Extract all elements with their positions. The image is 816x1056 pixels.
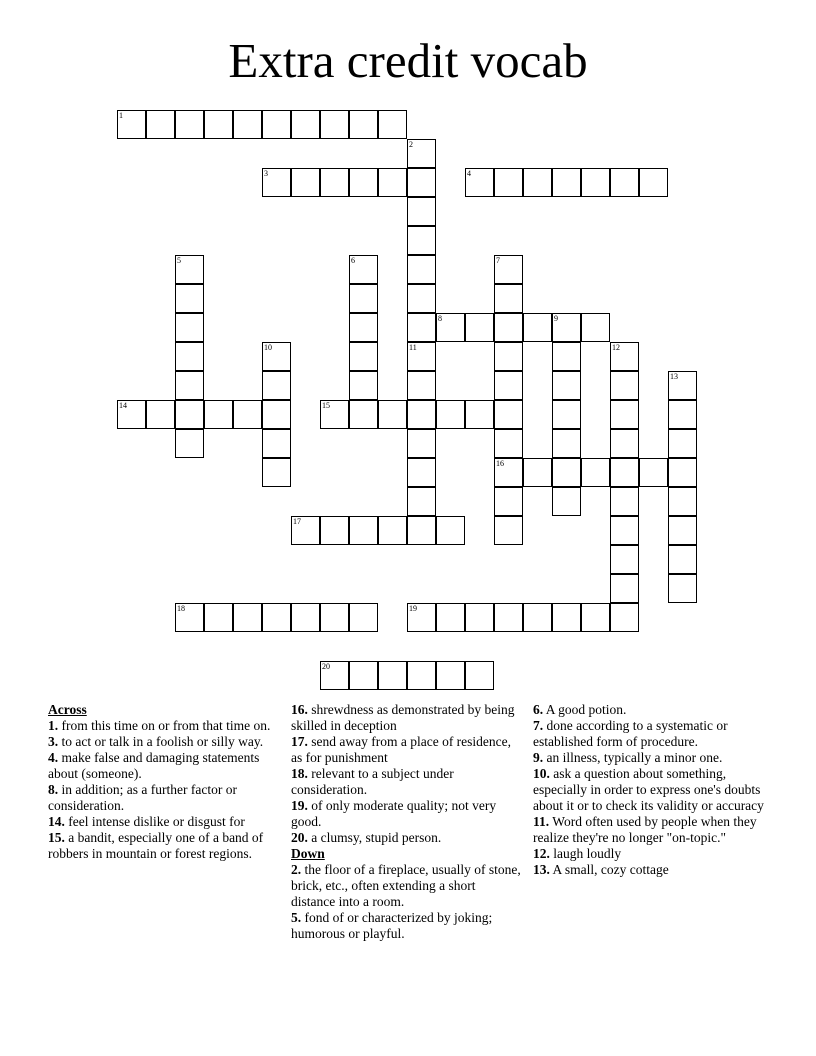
crossword-cell[interactable] (378, 516, 407, 545)
crossword-cell[interactable] (146, 400, 175, 429)
crossword-cell[interactable] (175, 371, 204, 400)
crossword-cell[interactable] (349, 255, 378, 284)
clue-number: 18 (177, 604, 185, 613)
crossword-cell[interactable] (494, 400, 523, 429)
clue-number: 9 (554, 314, 558, 323)
clue-number-label: 10. (533, 766, 550, 781)
clue-text: shrewdness as demonstrated by being skilled in deception (291, 702, 515, 733)
crossword-cell[interactable] (407, 458, 436, 487)
crossword-cell[interactable] (349, 516, 378, 545)
crossword-cell[interactable] (349, 400, 378, 429)
crossword-cell[interactable] (552, 371, 581, 400)
clue-text: of only moderate quality; not very good. (291, 798, 497, 829)
crossword-cell[interactable] (349, 342, 378, 371)
crossword-cell[interactable] (175, 313, 204, 342)
crossword-cell[interactable] (494, 168, 523, 197)
down-heading: Down (291, 846, 325, 861)
crossword-cell[interactable] (262, 603, 291, 632)
clue-number: 10 (264, 343, 272, 352)
clue-number-label: 5. (291, 910, 302, 925)
clue-text: ask a question about something, especially in order to express one's doubts about it or to check its validity or accuracy (533, 766, 764, 813)
across-clue (291, 734, 523, 766)
crossword-cell[interactable] (436, 516, 465, 545)
crossword-cell[interactable] (581, 603, 610, 632)
crossword-cell[interactable] (407, 255, 436, 284)
down-clue (291, 862, 523, 910)
down-clue (533, 702, 765, 718)
clue-text: the floor of a fireplace, usually of stone, brick, etc., often extending a short distance into a room. (291, 862, 521, 909)
crossword-cell[interactable] (610, 458, 639, 487)
clue-number-label: 20. (291, 830, 308, 845)
crossword-cell[interactable] (494, 313, 523, 342)
crossword-cell[interactable] (581, 168, 610, 197)
crossword-cell[interactable] (407, 603, 436, 632)
crossword-cell[interactable] (523, 313, 552, 342)
crossword-cell[interactable] (262, 400, 291, 429)
crossword-cell[interactable] (436, 400, 465, 429)
clue-text: a clumsy, stupid person. (311, 830, 442, 845)
crossword-cell[interactable] (465, 168, 494, 197)
crossword-cell[interactable] (233, 400, 262, 429)
crossword-cell[interactable] (494, 603, 523, 632)
crossword-cell[interactable] (668, 516, 697, 545)
crossword-cell[interactable] (465, 400, 494, 429)
clues-column-2 (291, 702, 523, 942)
crossword-cell[interactable] (494, 371, 523, 400)
clue-number: 2 (409, 140, 413, 149)
down-clue (533, 750, 765, 766)
crossword-cell[interactable] (552, 400, 581, 429)
clues-column-1 (48, 702, 280, 862)
down-clue (533, 846, 765, 862)
crossword-cell[interactable] (320, 516, 349, 545)
crossword-cell[interactable] (639, 458, 668, 487)
crossword-cell[interactable] (494, 429, 523, 458)
clue-number-label: 7. (533, 718, 544, 733)
crossword-cell[interactable] (262, 458, 291, 487)
across-clue (48, 718, 280, 734)
clue-number: 13 (670, 372, 678, 381)
crossword-cell[interactable] (436, 603, 465, 632)
clue-number: 8 (438, 314, 442, 323)
crossword-cell[interactable] (610, 516, 639, 545)
crossword-cell[interactable] (233, 603, 262, 632)
down-clue (533, 718, 765, 750)
crossword-cell[interactable] (262, 371, 291, 400)
down-clue (533, 814, 765, 846)
crossword-cell[interactable] (552, 458, 581, 487)
clue-text: done according to a systematic or established form of procedure. (533, 718, 728, 749)
crossword-cell[interactable] (320, 400, 349, 429)
clue-number-label: 9. (533, 750, 544, 765)
across-heading: Across (48, 702, 87, 717)
crossword-cell[interactable] (552, 313, 581, 342)
clue-number-label: 17. (291, 734, 308, 749)
clue-number-label: 19. (291, 798, 308, 813)
crossword-cell[interactable] (494, 284, 523, 313)
crossword-cell[interactable] (407, 400, 436, 429)
clue-number: 12 (612, 343, 620, 352)
clue-number-label: 16. (291, 702, 308, 717)
clue-number: 1 (119, 111, 123, 120)
clue-number-label: 18. (291, 766, 308, 781)
crossword-cell[interactable] (494, 255, 523, 284)
crossword-cell[interactable] (320, 661, 349, 690)
crossword-cell[interactable] (668, 545, 697, 574)
clue-text: send away from a place of residence, as for punishment (291, 734, 512, 765)
crossword-cell[interactable] (407, 661, 436, 690)
crossword-cell[interactable] (494, 458, 523, 487)
crossword-cell[interactable] (262, 429, 291, 458)
crossword-cell[interactable] (610, 371, 639, 400)
crossword-cell[interactable] (610, 400, 639, 429)
crossword-cell[interactable] (407, 487, 436, 516)
crossword-cell[interactable] (117, 110, 146, 139)
clue-number: 16 (496, 459, 504, 468)
crossword-cell[interactable] (552, 168, 581, 197)
crossword-cell[interactable] (175, 400, 204, 429)
crossword-cell[interactable] (349, 110, 378, 139)
crossword-cell[interactable] (668, 429, 697, 458)
crossword-cell[interactable] (552, 603, 581, 632)
crossword-cell[interactable] (349, 661, 378, 690)
crossword-cell[interactable] (320, 168, 349, 197)
crossword-cell[interactable] (262, 342, 291, 371)
crossword-cell[interactable] (465, 603, 494, 632)
crossword-cell[interactable] (175, 429, 204, 458)
clue-number: 19 (409, 604, 417, 613)
crossword-cell[interactable] (175, 342, 204, 371)
crossword-cell[interactable] (610, 429, 639, 458)
crossword-cell[interactable] (407, 197, 436, 226)
clue-text: laugh loudly (553, 846, 622, 861)
clue-number: 6 (351, 256, 355, 265)
crossword-cell[interactable] (204, 110, 233, 139)
crossword-cell[interactable] (465, 661, 494, 690)
clue-number: 3 (264, 169, 268, 178)
crossword-cell[interactable] (407, 313, 436, 342)
crossword-cell[interactable] (407, 168, 436, 197)
crossword-cell[interactable] (349, 603, 378, 632)
crossword-cell[interactable] (262, 168, 291, 197)
clues-column-3 (533, 702, 765, 878)
crossword-cell[interactable] (610, 603, 639, 632)
clue-text: A good potion. (545, 702, 627, 717)
crossword-cell[interactable] (610, 168, 639, 197)
clue-text: Word often used by people when they realize they're no longer "on-topic." (533, 814, 757, 845)
clue-number: 14 (119, 401, 127, 410)
crossword-cell[interactable] (639, 168, 668, 197)
crossword-cell[interactable] (204, 400, 233, 429)
across-clue (291, 702, 523, 734)
crossword-cell[interactable] (349, 168, 378, 197)
crossword-cell[interactable] (407, 516, 436, 545)
clue-text: relevant to a subject under consideration. (291, 766, 454, 797)
crossword-cell[interactable] (407, 284, 436, 313)
crossword-cell[interactable] (204, 603, 233, 632)
crossword-cell[interactable] (117, 400, 146, 429)
crossword-cell[interactable] (146, 110, 175, 139)
crossword-cell[interactable] (610, 342, 639, 371)
crossword-cell[interactable] (291, 110, 320, 139)
across-clue (291, 798, 523, 830)
across-clue (48, 830, 280, 862)
clue-number-label: 13. (533, 862, 550, 877)
clue-number: 4 (467, 169, 471, 178)
across-clue (48, 734, 280, 750)
clue-text: to act or talk in a foolish or silly way. (61, 734, 264, 749)
crossword-cell[interactable] (668, 574, 697, 603)
page-title: Extra credit vocab (228, 33, 588, 88)
crossword-cell[interactable] (436, 661, 465, 690)
crossword-cell[interactable] (320, 110, 349, 139)
crossword-cell[interactable] (233, 110, 262, 139)
crossword-cell[interactable] (552, 429, 581, 458)
crossword-cell[interactable] (494, 342, 523, 371)
crossword-cell[interactable] (378, 168, 407, 197)
across-clue (48, 814, 280, 830)
clue-number-label: 2. (291, 862, 302, 877)
clue-number-label: 6. (533, 702, 544, 717)
clue-number: 5 (177, 256, 181, 265)
clue-number-label: 15. (48, 830, 65, 845)
down-clue (291, 910, 523, 942)
crossword-cell[interactable] (407, 139, 436, 168)
crossword-cell[interactable] (291, 603, 320, 632)
clue-number: 7 (496, 256, 500, 265)
crossword-cell[interactable] (552, 342, 581, 371)
crossword-cell[interactable] (320, 603, 349, 632)
crossword-cell[interactable] (610, 574, 639, 603)
down-clue (533, 862, 765, 878)
crossword-cell[interactable] (349, 313, 378, 342)
clue-text: from this time on or from that time on. (61, 718, 271, 733)
crossword-cell[interactable] (523, 458, 552, 487)
clue-number-label: 14. (48, 814, 65, 829)
crossword-cell[interactable] (407, 429, 436, 458)
clue-text: in addition; as a further factor or consideration. (48, 782, 237, 813)
crossword-cell[interactable] (378, 661, 407, 690)
crossword-cell[interactable] (175, 110, 204, 139)
crossword-cell[interactable] (175, 603, 204, 632)
down-clue (533, 766, 765, 814)
clue-number: 11 (409, 343, 417, 352)
crossword-cell[interactable] (581, 313, 610, 342)
clue-number-label: 8. (48, 782, 59, 797)
crossword-cell[interactable] (378, 110, 407, 139)
clue-number: 20 (322, 662, 330, 671)
clue-number: 17 (293, 517, 301, 526)
crossword-cell[interactable] (668, 458, 697, 487)
clue-text: feel intense dislike or disgust for (68, 814, 245, 829)
crossword-cell[interactable] (552, 487, 581, 516)
crossword-cell[interactable] (668, 487, 697, 516)
crossword-cell[interactable] (291, 168, 320, 197)
crossword-cell[interactable] (610, 487, 639, 516)
crossword-cell[interactable] (349, 371, 378, 400)
clue-number-label: 12. (533, 846, 550, 861)
clue-text: fond of or characterized by joking; humorous or playful. (291, 910, 493, 941)
clue-number-label: 3. (48, 734, 59, 749)
clue-number-label: 11. (533, 814, 550, 829)
crossword-cell[interactable] (175, 284, 204, 313)
clue-text: a bandit, especially one of a band of robbers in mountain or forest regions. (48, 830, 264, 861)
crossword-cell[interactable] (407, 371, 436, 400)
crossword-cell[interactable] (581, 458, 610, 487)
crossword-cell[interactable] (610, 545, 639, 574)
crossword-cell[interactable] (523, 168, 552, 197)
crossword-cell[interactable] (291, 516, 320, 545)
clue-number: 15 (322, 401, 330, 410)
crossword-cell[interactable] (668, 371, 697, 400)
crossword-cell[interactable] (262, 110, 291, 139)
clue-number-label: 4. (48, 750, 59, 765)
crossword-cell[interactable] (349, 284, 378, 313)
clue-text: an illness, typically a minor one. (546, 750, 723, 765)
crossword-cell[interactable] (436, 313, 465, 342)
crossword-cell[interactable] (668, 400, 697, 429)
crossword-cell[interactable] (378, 400, 407, 429)
clue-text: make false and damaging statements about (someone). (48, 750, 260, 781)
across-clue (291, 766, 523, 798)
across-clue (48, 750, 280, 782)
clue-text: A small, cozy cottage (552, 862, 669, 877)
crossword-cell[interactable] (407, 342, 436, 371)
crossword-cell[interactable] (494, 516, 523, 545)
crossword-cell[interactable] (494, 487, 523, 516)
crossword-cell[interactable] (523, 603, 552, 632)
clue-number-label: 1. (48, 718, 59, 733)
crossword-cell[interactable] (175, 255, 204, 284)
across-clue (48, 782, 280, 814)
crossword-cell[interactable] (465, 313, 494, 342)
crossword-cell[interactable] (407, 226, 436, 255)
across-clue (291, 830, 523, 846)
